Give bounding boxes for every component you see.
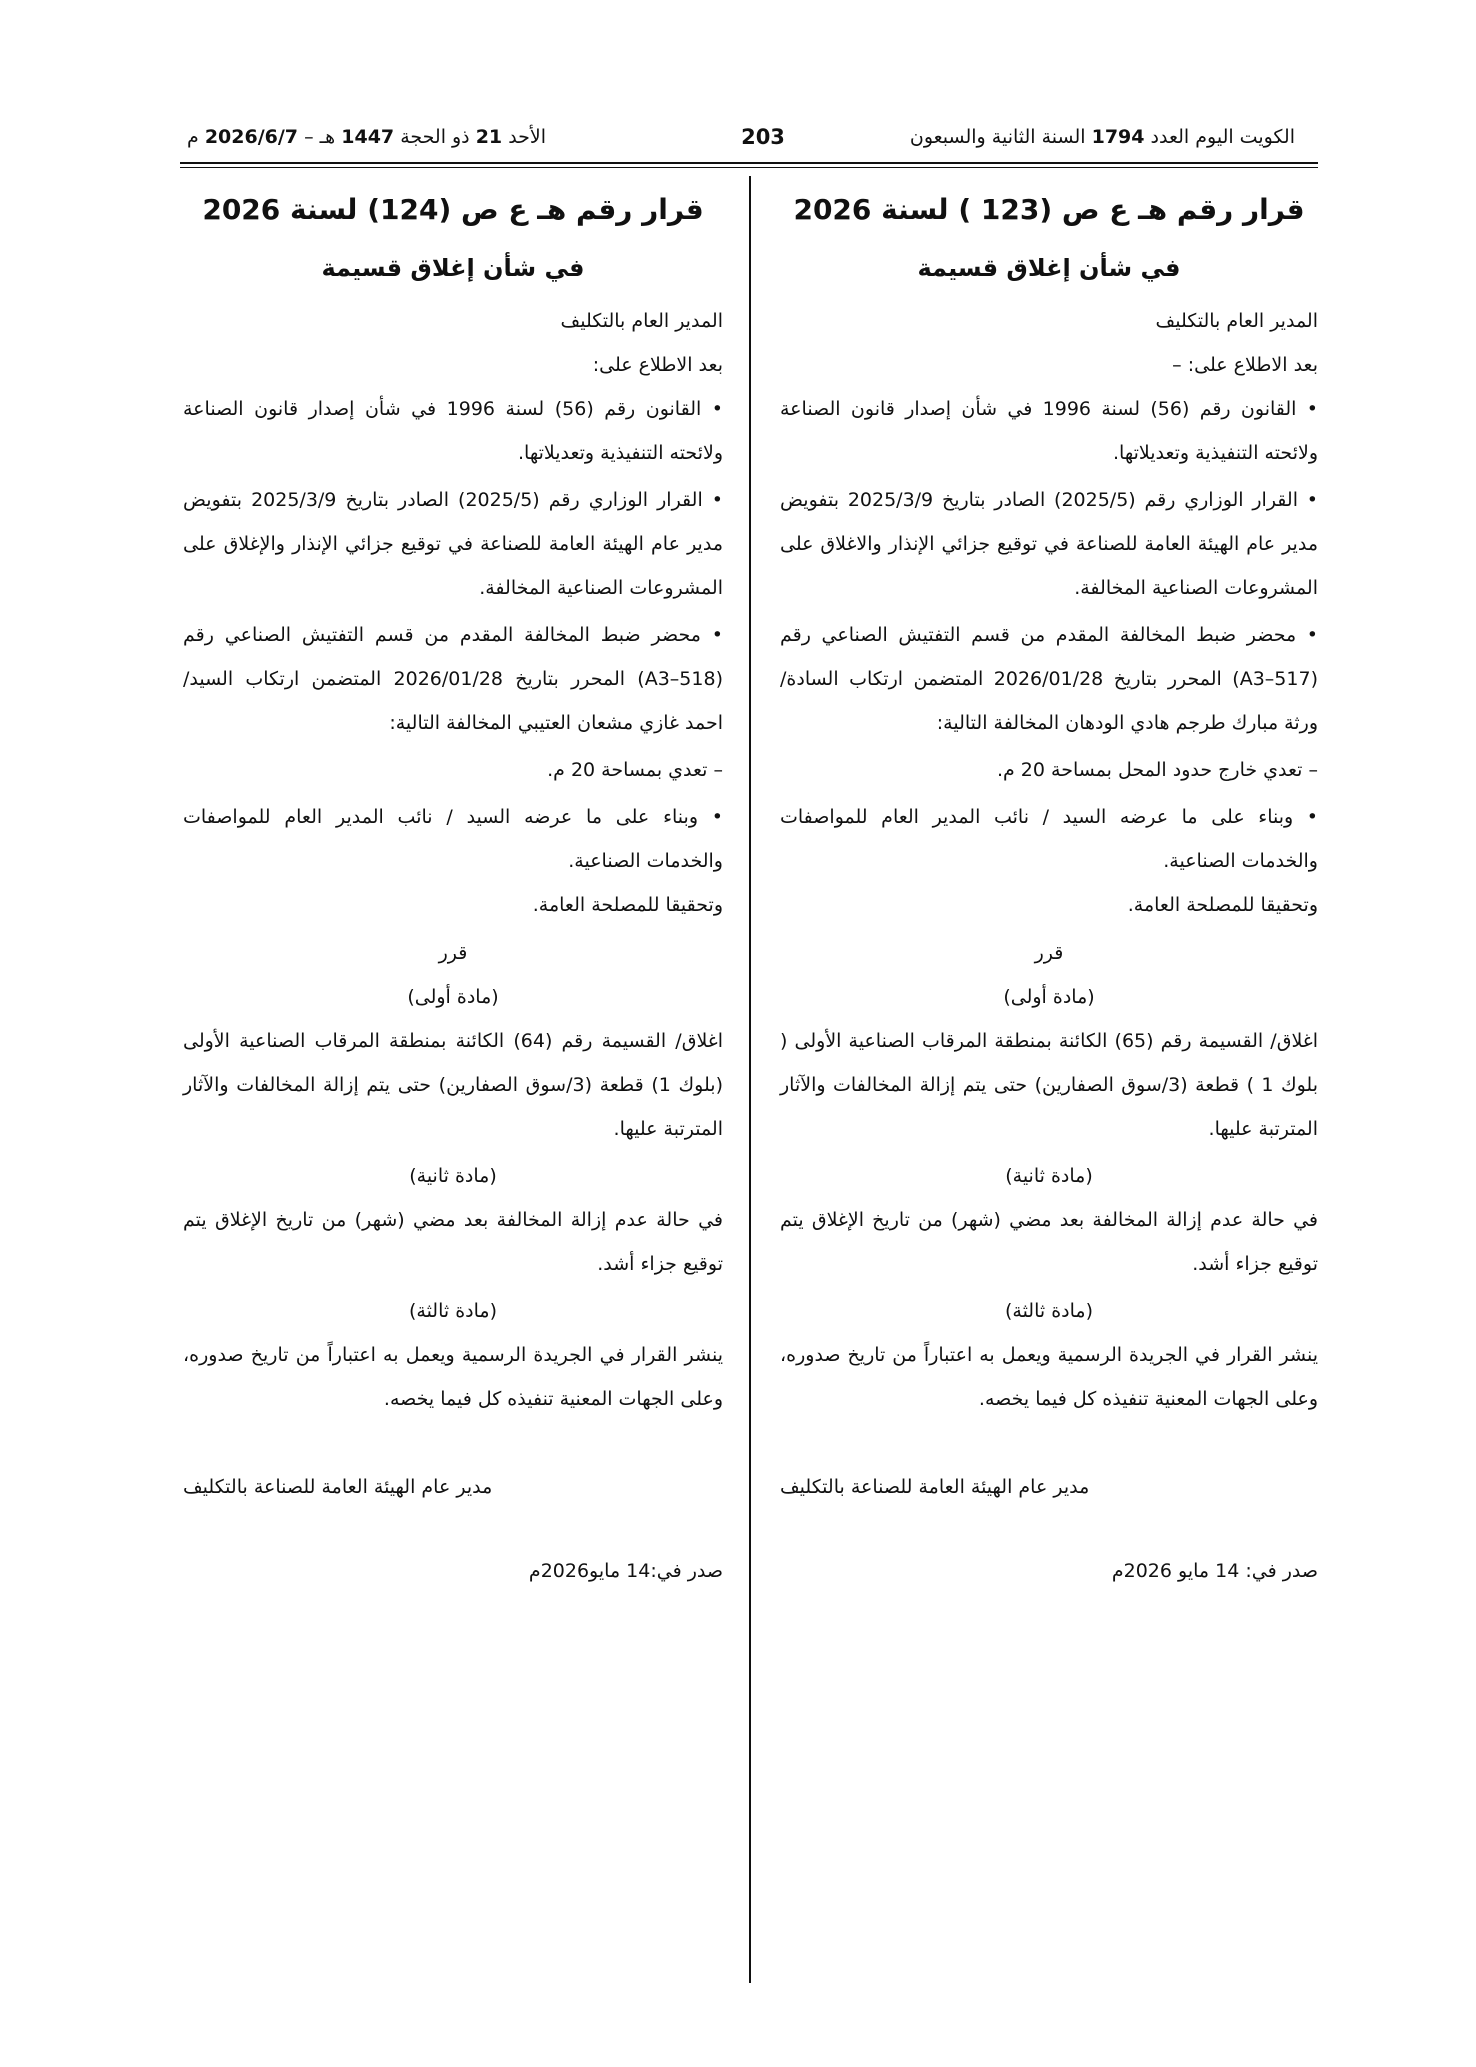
article-text: اغلاق/ القسيمة رقم (65) الكائنة بمنطقة المرقاب الصناعية الأولى ( بلوك 1 ) قطعة (3/سوق الصفارين) حتى يتم إزالة المخالفات والآثار المترتبة عليها. xyxy=(780,1030,1319,1140)
article-heading: (مادة ثالثة) xyxy=(408,1300,498,1322)
public-interest-clause: وتحقيقا للمصلحة العامة. xyxy=(532,894,723,916)
gazette-issue-info xyxy=(910,119,1295,155)
article-heading: (مادة ثالثة) xyxy=(1004,1300,1094,1322)
recital-item: • القانون رقم (56) لسنة 1996 في شأن إصدار قانون الصناعة ولائحته التنفيذية وتعديلاتها. xyxy=(183,398,724,464)
recital-item: • وبناء على ما عرضه السيد / نائب المدير العام للمواصفات والخدمات الصناعية. xyxy=(780,806,1318,872)
recital-item: • القرار الوزاري رقم (2025/5) الصادر بتاريخ 2025/3/9 بتفويض مدير عام الهيئة العامة للصناعة في توقيع جزائي الإنذار والاغلاق على المشروعات الصناعية المخالفة. xyxy=(780,489,1318,599)
recitals-intro: بعد الاطلاع على: xyxy=(592,354,723,376)
decision-verb: قرر xyxy=(438,942,468,964)
issue-date-line: صدر في:14 مايو2026م xyxy=(528,1560,723,1582)
recital-item: • القرار الوزاري رقم (2025/5) الصادر بتاريخ 2025/3/9 بتفويض مدير عام الهيئة العامة للصناعة في توقيع جزائي الإنذار والإغلاق على المشروعات الصناعية المخالفة. xyxy=(183,489,723,599)
article-text: ينشر القرار في الجريدة الرسمية ويعمل به اعتباراً من تاريخ صدوره، وعلى الجهات المعنية تنفيذه كل فيما يخصه. xyxy=(780,1344,1318,1410)
recital-item: • القانون رقم (56) لسنة 1996 في شأن إصدار قانون الصناعة ولائحته التنفيذية وتعديلاتها. xyxy=(780,398,1318,464)
article-text: في حالة عدم إزالة المخالفة بعد مضي (شهر) من تاريخ الإغلاق يتم توقيع جزاء أشد. xyxy=(183,1209,723,1275)
volume-year: السنة الثانية والسبعون xyxy=(909,126,1086,148)
column-divider xyxy=(749,176,751,1983)
decision-issuer: المدير العام بالتكليف xyxy=(1155,310,1318,332)
article-text: ينشر القرار في الجريدة الرسمية ويعمل به اعتباراً من تاريخ صدوره، وعلى الجهات المعنية تنفيذه كل فيما يخصه. xyxy=(183,1344,723,1410)
decision-124 xyxy=(183,186,723,1593)
issue-number: 1794 xyxy=(1091,126,1145,148)
article-text: في حالة عدم إزالة المخالفة بعد مضي (شهر) من تاريخ الإغلاق يتم توقيع جزاء أشد. xyxy=(780,1209,1318,1275)
violation-item: – تعدي خارج حدود المحل بمساحة 20 م. xyxy=(996,759,1318,781)
hijri-month: ذو الحجة xyxy=(400,126,470,148)
hijri-day: 21 xyxy=(475,126,503,148)
gregorian-era: م xyxy=(187,126,199,148)
article-heading: (مادة ثانية) xyxy=(1005,1165,1093,1187)
recital-item: • وبناء على ما عرضه السيد / نائب المدير العام للمواصفات والخدمات الصناعية. xyxy=(183,806,723,872)
recital-item: • محضر ضبط المخالفة المقدم من قسم التفتيش الصناعي رقم (A3–518) المحرر بتاريخ 2026/01/28 المتضمن ارتكاب السيد/ احمد غازي مشعان العتيبي المخالفة التالية: xyxy=(183,624,723,734)
header-double-rule xyxy=(180,162,1318,168)
signatory: مدير عام الهيئة العامة للصناعة بالتكليف xyxy=(780,1476,1090,1498)
article-heading: (مادة أولى) xyxy=(1003,986,1095,1008)
page-number: 203 xyxy=(741,125,785,149)
decision-title: قرار رقم هـ ع ص (124) لسنة 2026 xyxy=(202,193,704,226)
decision-subject: في شأن إغلاق قسيمة xyxy=(917,254,1181,282)
article-text: اغلاق/ القسيمة رقم (64) الكائنة بمنطقة المرقاب الصناعية الأولى (بلوك 1) قطعة (3/سوق الصفارين) حتى يتم إزالة المخالفات والآثار المترتبة عليها. xyxy=(183,1030,723,1140)
hijri-era: هـ xyxy=(319,126,336,148)
issue-date xyxy=(187,119,546,155)
article-heading: (مادة ثانية) xyxy=(409,1165,497,1187)
recitals-intro: بعد الاطلاع على: – xyxy=(1172,354,1318,376)
weekday: الأحد xyxy=(508,126,547,148)
decision-verb: قرر xyxy=(1034,942,1064,964)
decision-issuer: المدير العام بالتكليف xyxy=(560,310,723,332)
running-header xyxy=(0,119,1476,155)
publication-name: الكويت اليوم العدد xyxy=(1150,126,1295,148)
article-heading: (مادة أولى) xyxy=(407,986,499,1008)
public-interest-clause: وتحقيقا للمصلحة العامة. xyxy=(1127,894,1318,916)
decision-title: قرار رقم هـ ع ص (123 ) لسنة 2026 xyxy=(793,193,1305,226)
date-separator: – xyxy=(304,126,314,148)
hijri-year: 1447 xyxy=(341,126,395,148)
signatory: مدير عام الهيئة العامة للصناعة بالتكليف xyxy=(183,1476,493,1498)
decision-123 xyxy=(780,186,1318,1593)
recital-item: • محضر ضبط المخالفة المقدم من قسم التفتيش الصناعي رقم (A3–517) المحرر بتاريخ 2026/01/28 المتضمن ارتكاب السادة/ ورثة مبارك طرجم هادي الودهان المخالفة التالية: xyxy=(780,624,1318,734)
issue-date-line: صدر في: 14 مايو 2026م xyxy=(1111,1560,1318,1582)
gregorian-date: 2026/6/7 xyxy=(204,126,299,148)
decision-subject: في شأن إغلاق قسيمة xyxy=(321,254,585,282)
violation-item: – تعدي بمساحة 20 م. xyxy=(547,759,723,781)
